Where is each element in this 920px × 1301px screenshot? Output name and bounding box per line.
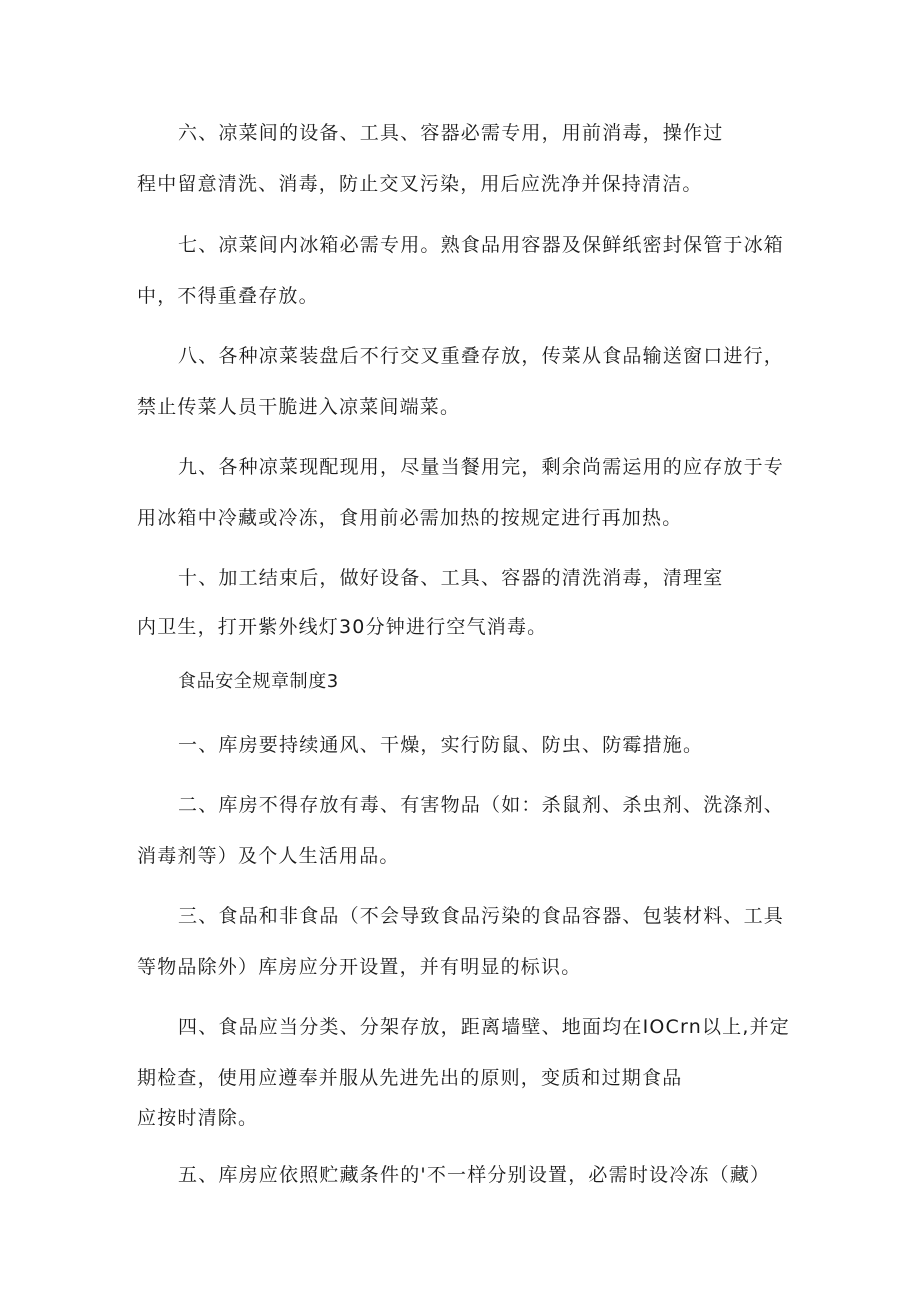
paragraph-10-line-1: 十、加工结束后，做好设备、工具、容器的清洗消毒，清理室: [178, 567, 724, 589]
paragraph-9-line-1: 九、各种凉菜现配现用，尽量当餐用完，剩余尚需运用的应存放于专: [178, 456, 785, 478]
paragraph-10-line-2: 内卫生，打开紫外线灯30分钟进行空气消毒。: [137, 616, 548, 638]
paragraph-5-line-1: 五、库房应依照贮藏条件的'不一样分别设置，必需时设冷冻（藏）: [178, 1164, 771, 1186]
paragraph-4-line-2: 期检查，使用应遵奉并服从先进先出的原则，变质和过期食品: [137, 1067, 683, 1089]
paragraph-3-line-1: 三、食品和非食品（不会导致食品污染的食品容器、包装材料、工具: [178, 905, 785, 927]
paragraph-7-line-1: 七、凉菜间内冰箱必需专用。熟食品用容器及保鲜纸密封保管于冰箱: [178, 234, 785, 256]
paragraph-6-line-2: 程中留意清洗、消毒，防止交叉污染，用后应洗净并保持清洁。: [137, 173, 703, 195]
paragraph-4-line-3: 应按时清除。: [137, 1107, 259, 1129]
paragraph-3-line-2: 等物品除外）库房应分开设置，并有明显的标识。: [137, 956, 582, 978]
paragraph-6-line-1: 六、凉菜间的设备、工具、容器必需专用，用前消毒，操作过: [178, 122, 724, 144]
paragraph-2-line-1: 二、库房不得存放有毒、有害物品（如：杀鼠剂、杀虫剂、洗涤剂、: [178, 794, 785, 816]
paragraph-1-line-1: 一、库房要持续通风、干燥，实行防鼠、防虫、防霉措施。: [178, 734, 704, 756]
section-heading: 食品安全规章制度3: [178, 671, 339, 692]
paragraph-8-line-2: 禁止传菜人员干脆进入凉菜间端菜。: [137, 396, 461, 418]
paragraph-8-line-1: 八、各种凉菜装盘后不行交叉重叠存放，传菜从食品输送窗口进行，: [178, 345, 785, 367]
paragraph-9-line-2: 用冰箱中冷藏或冷冻，食用前必需加热的按规定进行再加热。: [137, 507, 683, 529]
paragraph-7-line-2: 中，不得重叠存放。: [137, 285, 319, 307]
paragraph-4-line-1: 四、食品应当分类、分架存放，距离墙壁、地面均在IOCrn以上,并定: [178, 1016, 790, 1038]
paragraph-2-line-2: 消毒剂等）及个人生活用品。: [137, 845, 400, 867]
